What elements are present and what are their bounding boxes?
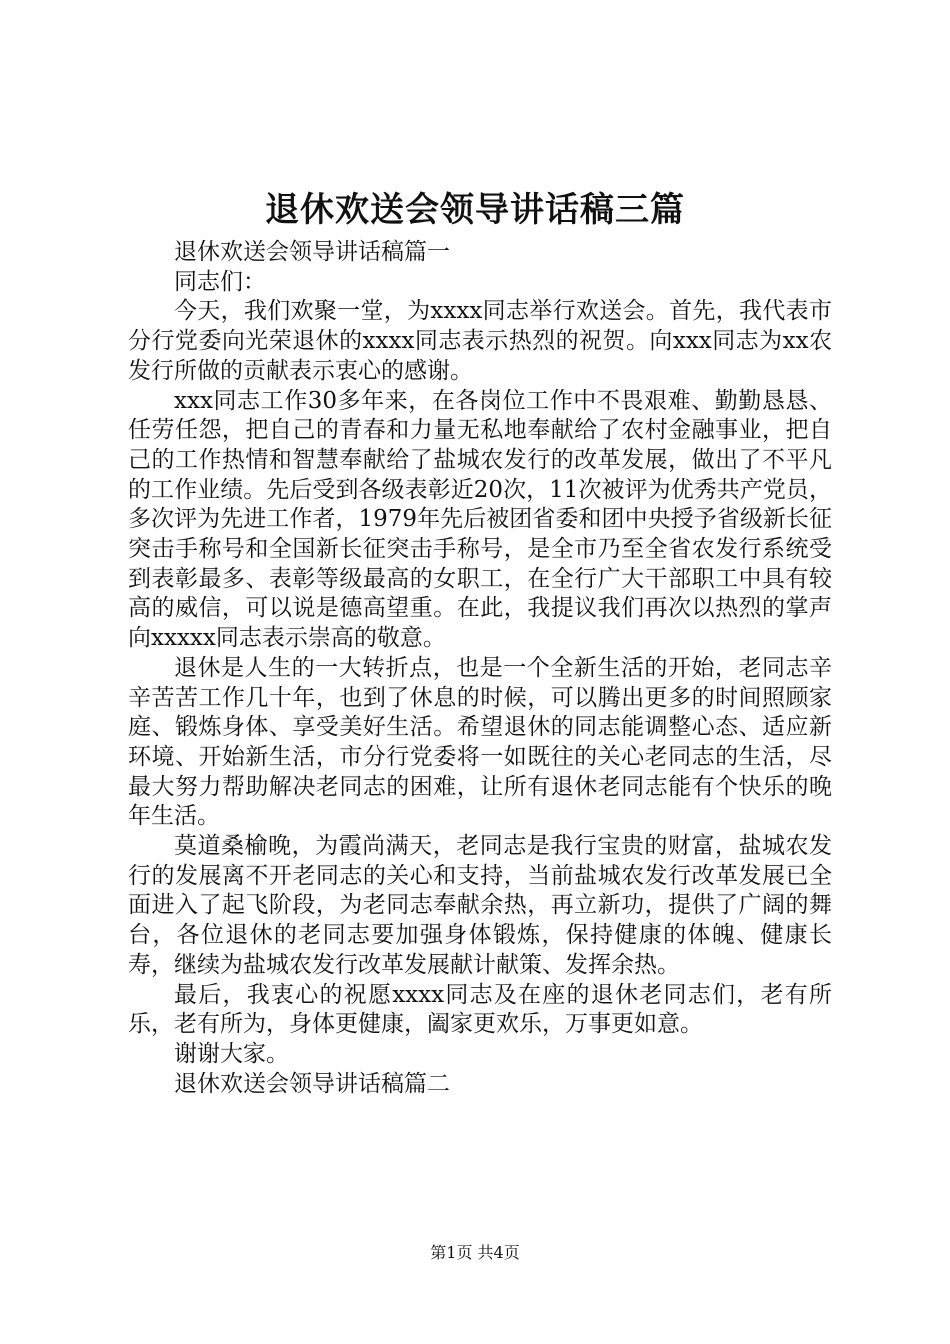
- salutation: 同志们：: [174, 268, 266, 295]
- paragraph: 莫道桑榆晚，为霞尚满天，老同志是我行宝贵的财富，盐城农发行的发展离不开老同志的关心和支持，当前盐城农发行改革发展已全面进入了起飞阶段，为老同志奉献余热，再立新功，提供了广阔的舞台，各位退休的老同志要加强身体锻炼，保持健康的体魄、健康长寿，继续为盐城农发行改革发展献计献策、发挥余热。: [128, 833, 832, 978]
- document-title: 退休欢送会领导讲话稿三篇: [265, 190, 685, 230]
- paragraph: 退休是人生的一大转折点，也是一个全新生活的开始，老同志辛辛苦苦工作几十年，也到了休息的时候，可以腾出更多的时间照顾家庭、锻炼身体、享受美好生活。希望退休的同志能调整心态、适应新环境、开始新生活，市分行党委将一如既往的关心老同志的生活，尽最大努力帮助解决老同志的困难，让所有退休老同志能有个快乐的晚年生活。: [128, 654, 832, 830]
- closing: 谢谢大家。: [174, 1040, 289, 1067]
- section-heading: 退休欢送会领导讲话稿篇二: [174, 1070, 450, 1097]
- document-body: [128, 238, 832, 1099]
- section-heading: 退休欢送会领导讲话稿篇一: [174, 239, 450, 265]
- paragraph: 最后，我衷心的祝愿xxxx同志及在座的退休老同志们，老有所乐，老有所为，身体更健康，阖家更欢乐，万事更如意。: [128, 981, 832, 1038]
- paragraph: 今天，我们欢聚一堂，为xxxx同志举行欢送会。首先，我代表市分行党委向光荣退休的xxxx同志表示热烈的祝贺。向xxx同志为xx农发行所做的贡献表示衷心的感谢。: [128, 298, 832, 384]
- page-footer: 第1页 共4页: [430, 1243, 520, 1262]
- paragraph: xxx同志工作30多年来，在各岗位工作中不畏艰难、勤勤恳恳、任劳任怨，把自己的青春和力量无私地奉献给了农村金融事业，把自己的工作热情和智慧奉献给了盐城农发行的改革发展，做出了不平凡的工作业绩。先后受到各级表彰近20次，11次被评为优秀共产党员，多次评为先进工作者，1979年先后被团省委和团中央授予省级新长征突击手称号和全国新长征突击手称号，是全市乃至全省农发行系统受到表彰最多、表彰等级最高的女职工，在全行广大干部职工中具有较高的威信，可以说是德高望重。在此，我提议我们再次以热烈的掌声向xxxxx同志表示崇高的敬意。: [128, 387, 832, 652]
